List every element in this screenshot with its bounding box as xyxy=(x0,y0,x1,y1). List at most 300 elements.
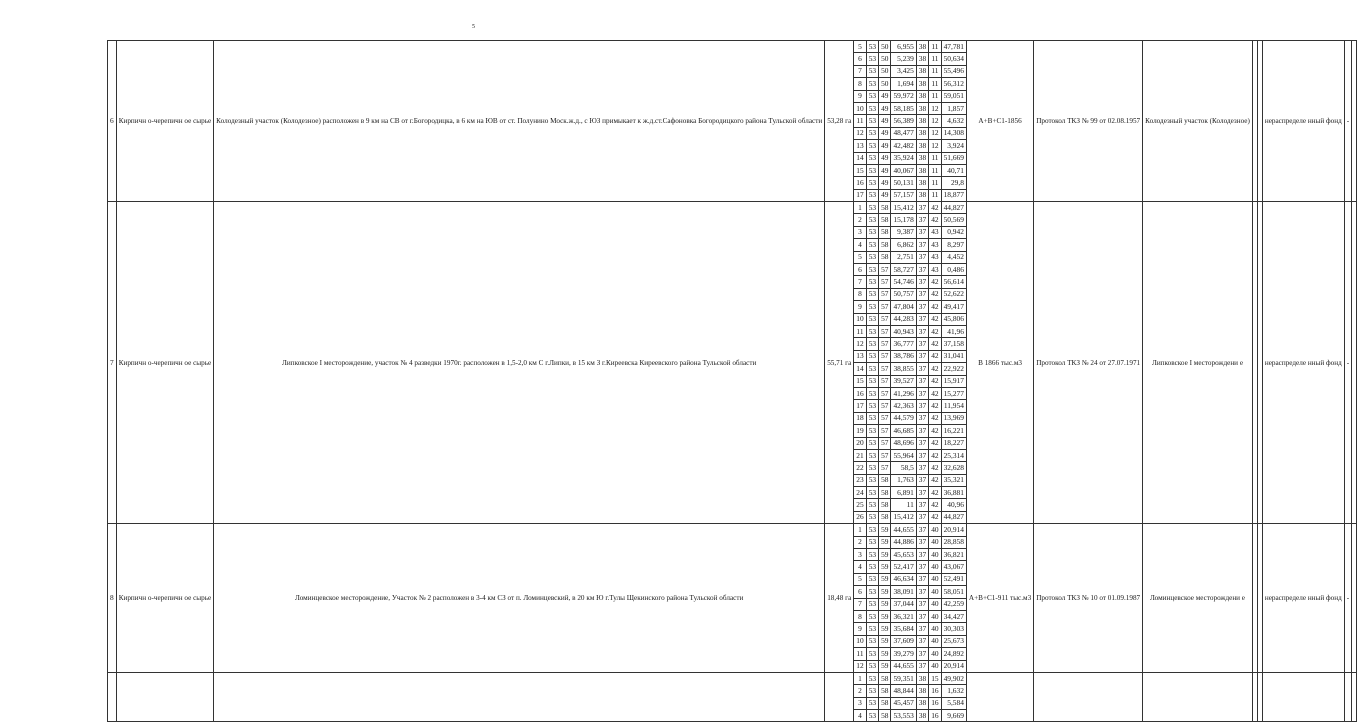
latitude-minutes: 50 xyxy=(879,65,891,77)
longitude-degrees: 37 xyxy=(916,313,928,325)
latitude-degrees: 53 xyxy=(866,412,878,424)
latitude-minutes: 57 xyxy=(879,301,891,313)
latitude-minutes: 57 xyxy=(879,412,891,424)
latitude-minutes: 57 xyxy=(879,425,891,437)
latitude-seconds: 39,279 xyxy=(891,648,916,660)
latitude-seconds: 44,886 xyxy=(891,536,916,548)
longitude-seconds: 49,417 xyxy=(941,301,966,313)
fund-status: нераспределе нный фонд xyxy=(1262,202,1344,524)
latitude-seconds: 45,653 xyxy=(891,549,916,561)
latitude-degrees: 53 xyxy=(866,338,878,350)
longitude-seconds: 56,614 xyxy=(941,276,966,288)
deposit-description: Липковское I месторождение, участок № 4 разведки 1970г. расположен в 1,5-2,0 км С г.Липки, в 15 км З г.Киреевска Киреевского района Тульской области xyxy=(214,202,825,524)
longitude-minutes: 42 xyxy=(929,487,941,499)
longitude-minutes: 42 xyxy=(929,474,941,486)
latitude-minutes: 59 xyxy=(879,586,891,598)
longitude-degrees: 37 xyxy=(916,487,928,499)
latitude-seconds: 6,955 xyxy=(891,41,916,53)
longitude-minutes: 12 xyxy=(929,102,941,114)
latitude-minutes: 58 xyxy=(879,487,891,499)
latitude-degrees: 53 xyxy=(866,226,878,238)
point-number: 3 xyxy=(854,226,866,238)
deposit-number: 6 xyxy=(108,41,117,202)
latitude-degrees: 53 xyxy=(866,462,878,474)
latitude-degrees: 53 xyxy=(866,623,878,635)
latitude-minutes: 49 xyxy=(879,189,891,201)
latitude-degrees: 53 xyxy=(866,648,878,660)
latitude-minutes: 57 xyxy=(879,276,891,288)
latitude-seconds: 35,684 xyxy=(891,623,916,635)
longitude-minutes: 42 xyxy=(929,338,941,350)
point-number: 13 xyxy=(854,350,866,362)
longitude-degrees: 38 xyxy=(916,78,928,90)
longitude-degrees: 37 xyxy=(916,202,928,214)
longitude-minutes: 40 xyxy=(929,561,941,573)
longitude-minutes: 42 xyxy=(929,288,941,300)
latitude-seconds: 36,321 xyxy=(891,610,916,622)
latitude-degrees: 53 xyxy=(866,177,878,189)
latitude-minutes: 57 xyxy=(879,449,891,461)
deposit-description: Колодезный участок (Колодезное) расположен в 9 км на СВ от г.Богородицка, в 6 км на ЮВ от ст. Полунино Моск.ж.д., с ЮЗ примыкает к ж.д.ст.Сафоновка Богородицкого района Тульской области xyxy=(214,41,825,202)
latitude-seconds: 56,389 xyxy=(891,115,916,127)
latitude-minutes: 49 xyxy=(879,140,891,152)
longitude-seconds: 36,821 xyxy=(941,549,966,561)
longitude-minutes: 42 xyxy=(929,387,941,399)
latitude-seconds: 36,777 xyxy=(891,338,916,350)
longitude-degrees: 37 xyxy=(916,301,928,313)
longitude-degrees: 37 xyxy=(916,586,928,598)
latitude-minutes: 59 xyxy=(879,573,891,585)
latitude-degrees: 53 xyxy=(866,697,878,709)
latitude-degrees: 53 xyxy=(866,164,878,176)
point-number: 1 xyxy=(854,672,866,684)
latitude-minutes: 58 xyxy=(879,710,891,722)
latitude-degrees: 53 xyxy=(866,573,878,585)
longitude-degrees: 37 xyxy=(916,573,928,585)
longitude-minutes: 42 xyxy=(929,449,941,461)
point-number: 7 xyxy=(854,65,866,77)
longitude-seconds: 24,892 xyxy=(941,648,966,660)
page-number: 5 xyxy=(472,24,475,30)
point-number: 26 xyxy=(854,511,866,523)
longitude-seconds: 0,486 xyxy=(941,264,966,276)
longitude-minutes: 11 xyxy=(929,65,941,77)
latitude-seconds: 46,685 xyxy=(891,425,916,437)
latitude-minutes: 58 xyxy=(879,251,891,263)
longitude-degrees: 37 xyxy=(916,387,928,399)
longitude-degrees: 37 xyxy=(916,338,928,350)
latitude-degrees: 53 xyxy=(866,586,878,598)
point-number: 11 xyxy=(854,325,866,337)
longitude-degrees: 38 xyxy=(916,90,928,102)
latitude-degrees: 53 xyxy=(866,276,878,288)
longitude-degrees: 38 xyxy=(916,102,928,114)
latitude-seconds: 59,972 xyxy=(891,90,916,102)
latitude-minutes: 59 xyxy=(879,623,891,635)
latitude-seconds: 52,417 xyxy=(891,561,916,573)
longitude-minutes: 42 xyxy=(929,325,941,337)
longitude-seconds: 20,914 xyxy=(941,524,966,536)
longitude-degrees: 37 xyxy=(916,524,928,536)
point-number: 9 xyxy=(854,623,866,635)
latitude-seconds: 2,751 xyxy=(891,251,916,263)
longitude-seconds: 13,969 xyxy=(941,412,966,424)
fund-status: нераспределе нный фонд xyxy=(1262,524,1344,673)
latitude-seconds: 48,696 xyxy=(891,437,916,449)
latitude-seconds: 57,157 xyxy=(891,189,916,201)
longitude-seconds: 15,277 xyxy=(941,387,966,399)
point-number: 8 xyxy=(854,288,866,300)
latitude-seconds: 38,091 xyxy=(891,586,916,598)
longitude-seconds: 49,902 xyxy=(941,672,966,684)
longitude-minutes: 42 xyxy=(929,313,941,325)
longitude-minutes: 16 xyxy=(929,685,941,697)
latitude-minutes: 58 xyxy=(879,474,891,486)
latitude-seconds: 1,763 xyxy=(891,474,916,486)
longitude-minutes: 12 xyxy=(929,127,941,139)
point-number: 2 xyxy=(854,536,866,548)
latitude-degrees: 53 xyxy=(866,487,878,499)
coordinate-row xyxy=(108,524,1357,536)
latitude-seconds: 39,527 xyxy=(891,375,916,387)
latitude-degrees: 53 xyxy=(866,363,878,375)
point-number: 25 xyxy=(854,499,866,511)
longitude-degrees: 37 xyxy=(916,400,928,412)
longitude-seconds: 25,673 xyxy=(941,635,966,647)
longitude-minutes: 40 xyxy=(929,549,941,561)
longitude-degrees: 37 xyxy=(916,363,928,375)
reserves: А+В+С1-911 тыс.м3 xyxy=(966,524,1033,673)
point-number: 12 xyxy=(854,127,866,139)
longitude-minutes: 40 xyxy=(929,586,941,598)
point-number: 10 xyxy=(854,313,866,325)
point-number: 7 xyxy=(854,276,866,288)
longitude-degrees: 37 xyxy=(916,325,928,337)
longitude-degrees: 38 xyxy=(916,164,928,176)
longitude-minutes: 40 xyxy=(929,648,941,660)
deposit-description xyxy=(214,672,825,722)
latitude-minutes: 59 xyxy=(879,648,891,660)
deposit-name: Липковское I месторождени е xyxy=(1143,202,1253,524)
longitude-seconds: 50,569 xyxy=(941,214,966,226)
latitude-minutes: 58 xyxy=(879,672,891,684)
protocol: Протокол ТКЗ № 24 от 27.07.1971 xyxy=(1034,202,1143,524)
longitude-seconds: 22,922 xyxy=(941,363,966,375)
point-number: 12 xyxy=(854,338,866,350)
latitude-seconds: 37,044 xyxy=(891,598,916,610)
longitude-seconds: 42,259 xyxy=(941,598,966,610)
latitude-minutes: 49 xyxy=(879,152,891,164)
dash-cell: - xyxy=(1344,41,1351,202)
longitude-minutes: 42 xyxy=(929,375,941,387)
deposit-number: 8 xyxy=(108,524,117,673)
latitude-minutes: 49 xyxy=(879,90,891,102)
latitude-seconds: 42,363 xyxy=(891,400,916,412)
longitude-seconds: 30,303 xyxy=(941,623,966,635)
latitude-degrees: 53 xyxy=(866,710,878,722)
point-number: 6 xyxy=(854,53,866,65)
latitude-minutes: 49 xyxy=(879,177,891,189)
point-number: 8 xyxy=(854,78,866,90)
longitude-seconds: 45,806 xyxy=(941,313,966,325)
longitude-degrees: 37 xyxy=(916,425,928,437)
latitude-seconds: 38,855 xyxy=(891,363,916,375)
point-number: 9 xyxy=(854,90,866,102)
longitude-seconds: 1,632 xyxy=(941,685,966,697)
deposit-name xyxy=(1143,672,1253,722)
longitude-minutes: 16 xyxy=(929,710,941,722)
longitude-minutes: 11 xyxy=(929,177,941,189)
longitude-minutes: 40 xyxy=(929,610,941,622)
longitude-degrees: 38 xyxy=(916,697,928,709)
longitude-seconds: 5,584 xyxy=(941,697,966,709)
longitude-minutes: 11 xyxy=(929,78,941,90)
deposit-area xyxy=(825,672,854,722)
longitude-minutes: 40 xyxy=(929,536,941,548)
latitude-degrees: 53 xyxy=(866,511,878,523)
empty-cell xyxy=(1352,672,1357,722)
latitude-seconds: 40,943 xyxy=(891,325,916,337)
point-number: 11 xyxy=(854,115,866,127)
dash-cell: - xyxy=(1344,202,1351,524)
latitude-degrees: 53 xyxy=(866,499,878,511)
longitude-degrees: 38 xyxy=(916,189,928,201)
longitude-seconds: 47,781 xyxy=(941,41,966,53)
latitude-minutes: 50 xyxy=(879,41,891,53)
latitude-degrees: 53 xyxy=(866,152,878,164)
longitude-seconds: 41,96 xyxy=(941,325,966,337)
longitude-seconds: 58,051 xyxy=(941,586,966,598)
longitude-seconds: 55,496 xyxy=(941,65,966,77)
longitude-seconds: 3,924 xyxy=(941,140,966,152)
latitude-degrees: 53 xyxy=(866,239,878,251)
latitude-degrees: 53 xyxy=(866,140,878,152)
point-number: 24 xyxy=(854,487,866,499)
latitude-seconds: 44,579 xyxy=(891,412,916,424)
longitude-degrees: 38 xyxy=(916,53,928,65)
latitude-seconds: 6,862 xyxy=(891,239,916,251)
longitude-degrees: 37 xyxy=(916,536,928,548)
longitude-seconds: 51,669 xyxy=(941,152,966,164)
longitude-seconds: 37,158 xyxy=(941,338,966,350)
latitude-seconds: 58,185 xyxy=(891,102,916,114)
longitude-degrees: 38 xyxy=(916,140,928,152)
latitude-seconds: 46,634 xyxy=(891,573,916,585)
latitude-seconds: 15,412 xyxy=(891,202,916,214)
longitude-degrees: 37 xyxy=(916,648,928,660)
point-number: 5 xyxy=(854,251,866,263)
longitude-minutes: 42 xyxy=(929,301,941,313)
latitude-seconds: 38,786 xyxy=(891,350,916,362)
longitude-minutes: 42 xyxy=(929,350,941,362)
latitude-degrees: 53 xyxy=(866,325,878,337)
reserves: А+В+С1-1856 xyxy=(966,41,1033,202)
longitude-seconds: 0,942 xyxy=(941,226,966,238)
latitude-seconds: 58,5 xyxy=(891,462,916,474)
longitude-minutes: 40 xyxy=(929,635,941,647)
longitude-degrees: 38 xyxy=(916,41,928,53)
longitude-seconds: 31,041 xyxy=(941,350,966,362)
point-number: 4 xyxy=(854,239,866,251)
latitude-seconds: 37,609 xyxy=(891,635,916,647)
latitude-degrees: 53 xyxy=(866,387,878,399)
longitude-degrees: 37 xyxy=(916,375,928,387)
latitude-degrees: 53 xyxy=(866,65,878,77)
latitude-degrees: 53 xyxy=(866,449,878,461)
longitude-degrees: 38 xyxy=(916,177,928,189)
longitude-minutes: 42 xyxy=(929,202,941,214)
longitude-minutes: 40 xyxy=(929,598,941,610)
longitude-minutes: 11 xyxy=(929,152,941,164)
longitude-seconds: 40,71 xyxy=(941,164,966,176)
latitude-seconds: 5,239 xyxy=(891,53,916,65)
point-number: 15 xyxy=(854,375,866,387)
reserves: В 1866 тыс.м3 xyxy=(966,202,1033,524)
latitude-minutes: 58 xyxy=(879,214,891,226)
latitude-minutes: 57 xyxy=(879,288,891,300)
longitude-degrees: 37 xyxy=(916,598,928,610)
latitude-minutes: 59 xyxy=(879,635,891,647)
point-number: 9 xyxy=(854,301,866,313)
point-number: 15 xyxy=(854,164,866,176)
longitude-degrees: 38 xyxy=(916,672,928,684)
latitude-seconds: 42,482 xyxy=(891,140,916,152)
point-number: 16 xyxy=(854,177,866,189)
latitude-degrees: 53 xyxy=(866,313,878,325)
longitude-degrees: 38 xyxy=(916,152,928,164)
latitude-minutes: 59 xyxy=(879,610,891,622)
longitude-minutes: 15 xyxy=(929,672,941,684)
longitude-minutes: 42 xyxy=(929,437,941,449)
longitude-seconds: 29,8 xyxy=(941,177,966,189)
longitude-seconds: 1,857 xyxy=(941,102,966,114)
latitude-seconds: 54,746 xyxy=(891,276,916,288)
latitude-degrees: 53 xyxy=(866,202,878,214)
latitude-degrees: 53 xyxy=(866,127,878,139)
longitude-degrees: 37 xyxy=(916,226,928,238)
latitude-degrees: 53 xyxy=(866,425,878,437)
latitude-seconds: 47,804 xyxy=(891,301,916,313)
longitude-minutes: 11 xyxy=(929,164,941,176)
longitude-minutes: 16 xyxy=(929,697,941,709)
point-number: 1 xyxy=(854,202,866,214)
latitude-minutes: 57 xyxy=(879,325,891,337)
longitude-seconds: 28,858 xyxy=(941,536,966,548)
latitude-minutes: 57 xyxy=(879,264,891,276)
longitude-seconds: 32,628 xyxy=(941,462,966,474)
longitude-minutes: 43 xyxy=(929,264,941,276)
latitude-degrees: 53 xyxy=(866,672,878,684)
latitude-seconds: 35,924 xyxy=(891,152,916,164)
point-number: 20 xyxy=(854,437,866,449)
longitude-minutes: 12 xyxy=(929,115,941,127)
latitude-degrees: 53 xyxy=(866,598,878,610)
longitude-seconds: 11,954 xyxy=(941,400,966,412)
longitude-seconds: 50,634 xyxy=(941,53,966,65)
longitude-degrees: 37 xyxy=(916,549,928,561)
longitude-seconds: 43,067 xyxy=(941,561,966,573)
latitude-minutes: 49 xyxy=(879,164,891,176)
latitude-minutes: 58 xyxy=(879,685,891,697)
longitude-degrees: 37 xyxy=(916,288,928,300)
longitude-minutes: 11 xyxy=(929,189,941,201)
longitude-seconds: 56,312 xyxy=(941,78,966,90)
deposit-name: Колодезный участок (Колодезное) xyxy=(1143,41,1253,202)
point-number: 10 xyxy=(854,102,866,114)
longitude-minutes: 40 xyxy=(929,623,941,635)
latitude-seconds: 48,844 xyxy=(891,685,916,697)
point-number: 17 xyxy=(854,189,866,201)
point-number: 4 xyxy=(854,561,866,573)
longitude-seconds: 20,914 xyxy=(941,660,966,672)
point-number: 18 xyxy=(854,412,866,424)
longitude-degrees: 38 xyxy=(916,115,928,127)
latitude-degrees: 53 xyxy=(866,115,878,127)
latitude-minutes: 57 xyxy=(879,400,891,412)
longitude-degrees: 38 xyxy=(916,685,928,697)
latitude-minutes: 57 xyxy=(879,462,891,474)
longitude-seconds: 40,96 xyxy=(941,499,966,511)
longitude-degrees: 37 xyxy=(916,462,928,474)
longitude-degrees: 37 xyxy=(916,214,928,226)
point-number: 2 xyxy=(854,214,866,226)
latitude-minutes: 57 xyxy=(879,363,891,375)
longitude-degrees: 37 xyxy=(916,660,928,672)
deposit-register-table xyxy=(107,40,1357,722)
latitude-degrees: 53 xyxy=(866,189,878,201)
protocol xyxy=(1034,672,1143,722)
longitude-seconds: 16,221 xyxy=(941,425,966,437)
point-number: 19 xyxy=(854,425,866,437)
latitude-minutes: 49 xyxy=(879,127,891,139)
longitude-degrees: 37 xyxy=(916,610,928,622)
mineral-type: Кирпичн о-черепичн ое сырье xyxy=(116,41,213,202)
latitude-degrees: 53 xyxy=(866,53,878,65)
point-number: 11 xyxy=(854,648,866,660)
deposit-name: Ломинцевское месторождени е xyxy=(1143,524,1253,673)
latitude-minutes: 58 xyxy=(879,697,891,709)
latitude-degrees: 53 xyxy=(866,288,878,300)
longitude-degrees: 37 xyxy=(916,437,928,449)
mineral-type: Кирпичн о-черепичн ое сырье xyxy=(116,202,213,524)
latitude-minutes: 59 xyxy=(879,561,891,573)
longitude-minutes: 42 xyxy=(929,462,941,474)
point-number: 21 xyxy=(854,449,866,461)
longitude-degrees: 38 xyxy=(916,65,928,77)
latitude-degrees: 53 xyxy=(866,102,878,114)
latitude-degrees: 53 xyxy=(866,610,878,622)
latitude-minutes: 59 xyxy=(879,598,891,610)
latitude-degrees: 53 xyxy=(866,90,878,102)
latitude-degrees: 53 xyxy=(866,301,878,313)
longitude-degrees: 37 xyxy=(916,449,928,461)
longitude-degrees: 37 xyxy=(916,635,928,647)
longitude-minutes: 42 xyxy=(929,363,941,375)
point-number: 6 xyxy=(854,586,866,598)
latitude-degrees: 53 xyxy=(866,214,878,226)
latitude-degrees: 53 xyxy=(866,524,878,536)
point-number: 14 xyxy=(854,152,866,164)
latitude-minutes: 57 xyxy=(879,437,891,449)
latitude-degrees: 53 xyxy=(866,536,878,548)
empty-cell xyxy=(1352,41,1357,202)
longitude-seconds: 25,314 xyxy=(941,449,966,461)
longitude-degrees: 37 xyxy=(916,412,928,424)
longitude-degrees: 37 xyxy=(916,350,928,362)
point-number: 2 xyxy=(854,685,866,697)
longitude-seconds: 18,877 xyxy=(941,189,966,201)
deposit-area: 55,71 га xyxy=(825,202,854,524)
